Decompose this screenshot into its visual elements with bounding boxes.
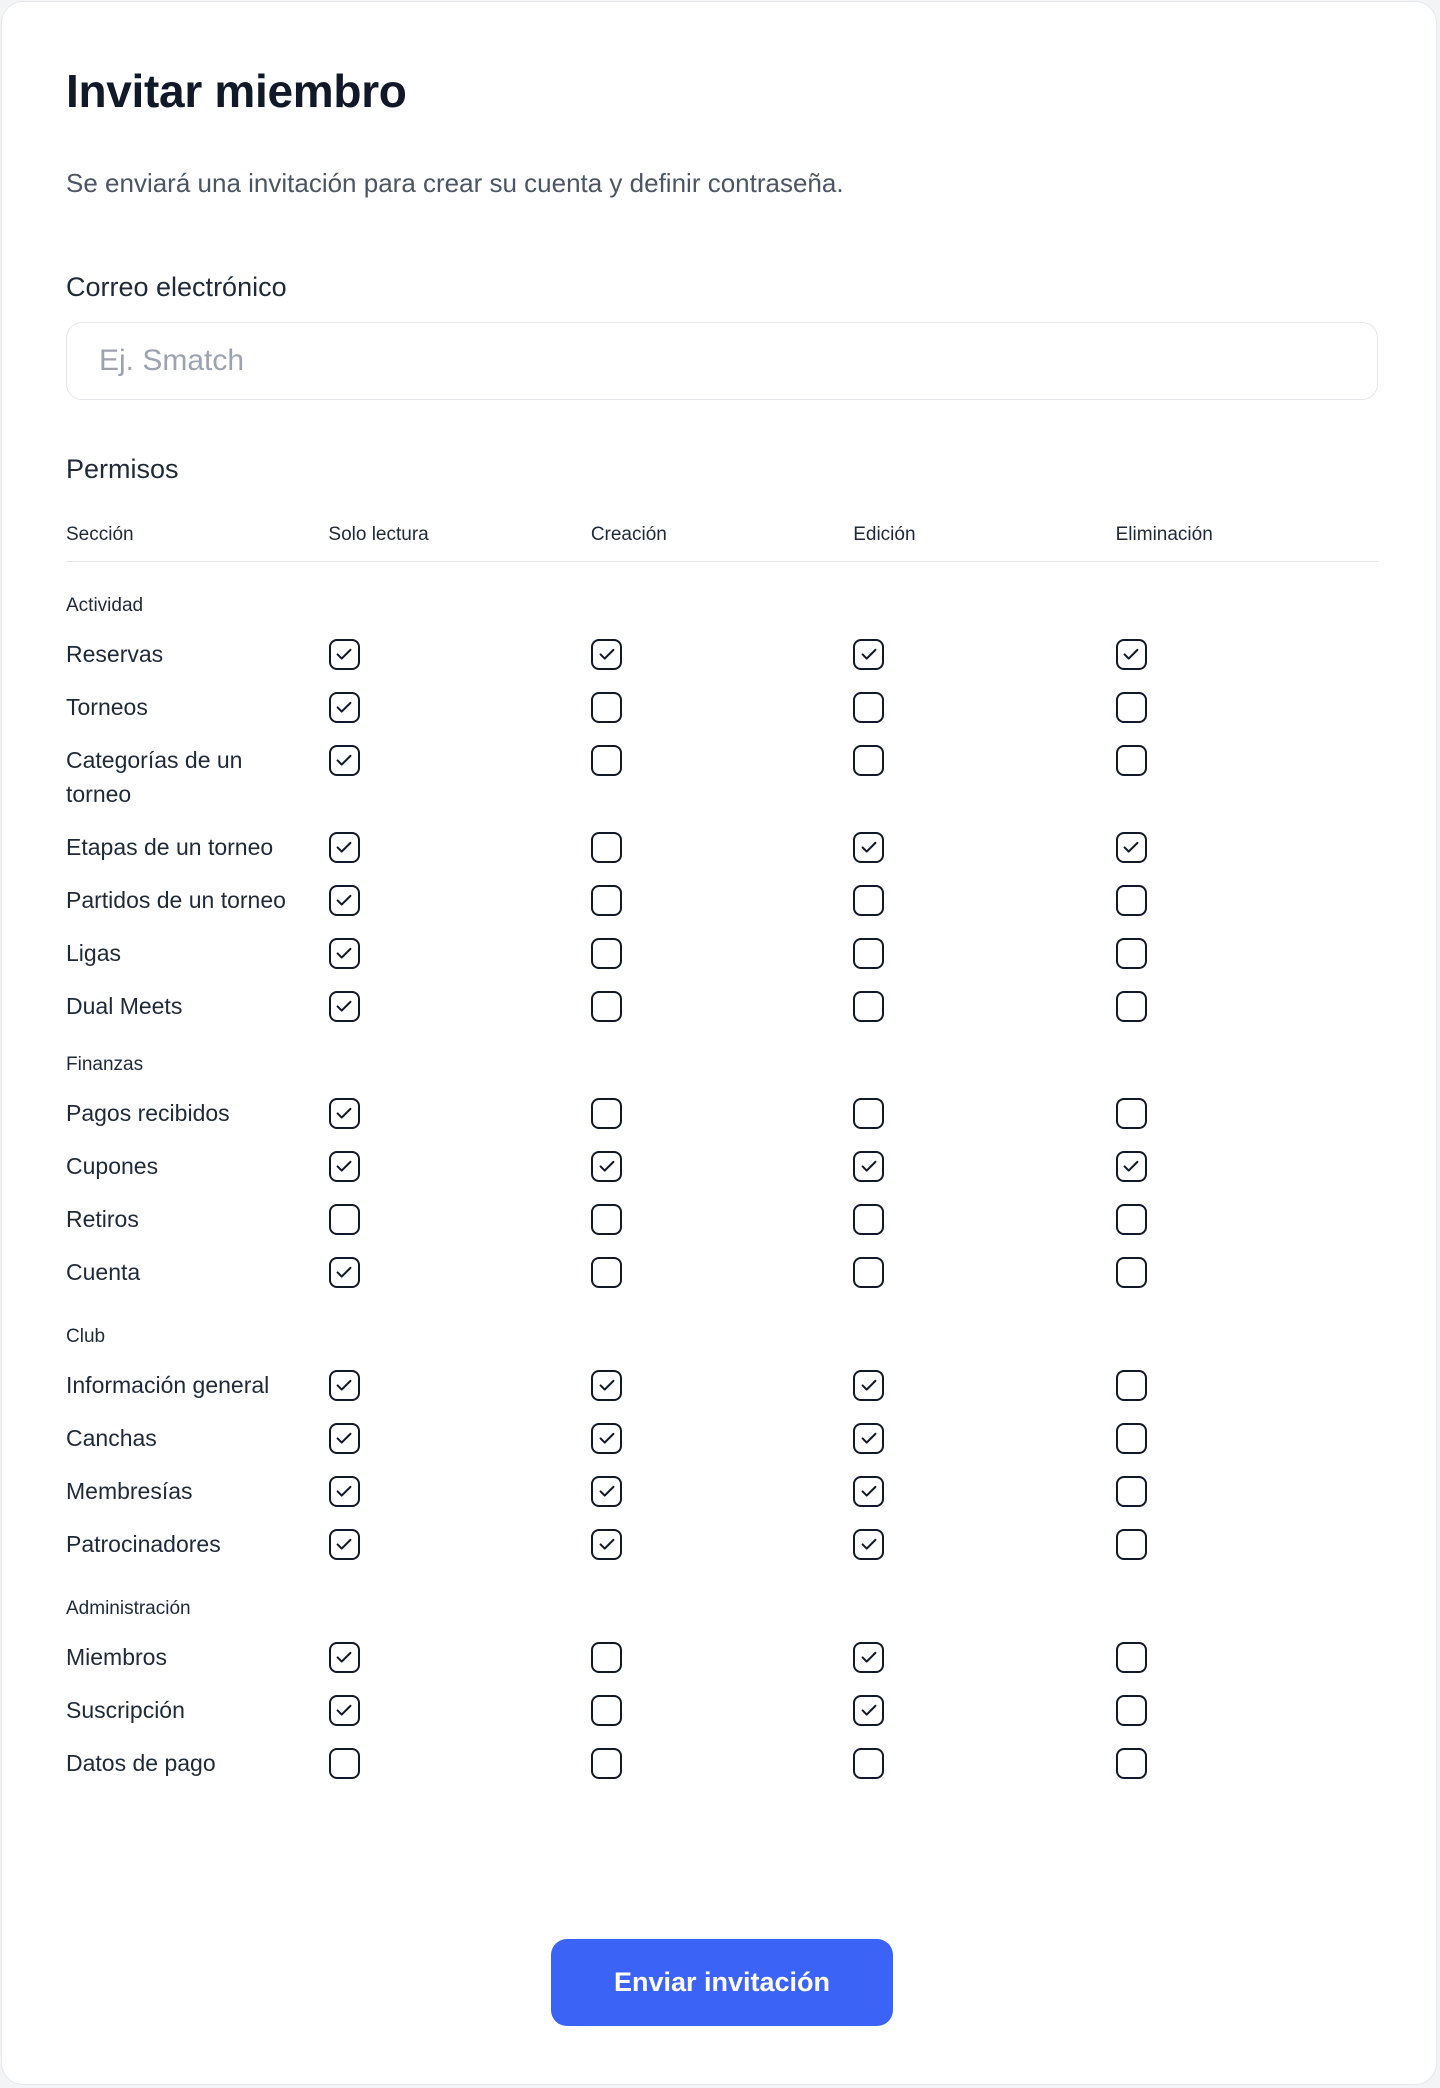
checkmark-icon: [858, 836, 880, 858]
permission-cell-create: [591, 1693, 853, 1727]
checkbox-delete[interactable]: [1116, 1370, 1147, 1401]
permission-cell-read-only: [329, 1527, 591, 1561]
permission-cell-read-only: [329, 1693, 591, 1727]
permission-section-label: Etapas de un torneo: [66, 834, 274, 860]
permission-section-label: Suscripción: [66, 1697, 185, 1723]
checkmark-icon: [1120, 643, 1142, 665]
permission-section-label: Pagos recibidos: [66, 1100, 230, 1126]
checkmark-icon: [858, 1374, 880, 1396]
checkbox-read-only[interactable]: [329, 745, 360, 776]
checkmark-icon: [333, 643, 355, 665]
checkbox-read-only[interactable]: [329, 1151, 360, 1182]
permissions-table-body: [66, 594, 1378, 1780]
checkbox-delete[interactable]: [1116, 745, 1147, 776]
checkbox-delete[interactable]: [1116, 1476, 1147, 1507]
permissions-label: Permisos: [66, 454, 179, 484]
permission-cell-delete: [1116, 690, 1378, 724]
checkbox-delete[interactable]: [1116, 1748, 1147, 1779]
checkbox-read-only[interactable]: [329, 1748, 360, 1779]
permission-cell-read-only: [329, 1474, 591, 1508]
permission-cell-edit: [853, 690, 1115, 724]
dialog-subtitle: Se enviará una invitación para crear su cuenta y definir contraseña.: [66, 168, 844, 198]
checkbox-read-only[interactable]: [329, 1423, 360, 1454]
permission-row: [66, 1746, 1378, 1780]
checkmark-icon: [333, 696, 355, 718]
email-label: Correo electrónico: [66, 272, 287, 302]
checkbox-delete[interactable]: [1116, 1098, 1147, 1129]
permission-row: [66, 1693, 1378, 1727]
checkmark-icon: [333, 1427, 355, 1449]
permission-section-label: Cuenta: [66, 1259, 141, 1285]
checkmark-icon: [596, 1374, 618, 1396]
checkmark-icon: [858, 1427, 880, 1449]
checkmark-icon: [858, 1646, 880, 1668]
permission-section-label: Ligas: [66, 940, 121, 966]
checkbox-read-only[interactable]: [329, 1476, 360, 1507]
permission-cell-create: [591, 1096, 853, 1130]
checkbox-edit[interactable]: [853, 832, 884, 863]
checkbox-read-only[interactable]: [329, 1098, 360, 1129]
checkbox-edit[interactable]: [853, 1151, 884, 1182]
group-label: Administración: [66, 1598, 191, 1619]
checkbox-delete[interactable]: [1116, 1151, 1147, 1182]
permission-cell-read-only: [329, 1368, 591, 1402]
checkbox-delete[interactable]: [1116, 1423, 1147, 1454]
checkmark-icon: [858, 1699, 880, 1721]
permission-cell-edit: [853, 1096, 1115, 1130]
checkbox-edit[interactable]: [853, 1476, 884, 1507]
checkbox-create[interactable]: [591, 832, 622, 863]
checkmark-icon: [333, 749, 355, 771]
permission-cell-read-only: [329, 690, 591, 724]
checkbox-delete[interactable]: [1116, 1257, 1147, 1288]
checkmark-icon: [333, 1374, 355, 1396]
permission-cell-create: [591, 1746, 853, 1780]
checkbox-edit[interactable]: [853, 938, 884, 969]
checkbox-edit[interactable]: [853, 991, 884, 1022]
permission-row: [66, 1474, 1378, 1508]
permission-cell-edit: [853, 743, 1115, 777]
permission-section-label: Información general: [66, 1372, 270, 1398]
permission-cell-delete: [1116, 1746, 1378, 1780]
permission-row: [66, 830, 1378, 864]
permission-cell-delete: [1116, 1368, 1378, 1402]
send-invitation-button[interactable]: Enviar invitación: [551, 1939, 893, 2026]
permission-section-label: Membresías: [66, 1478, 193, 1504]
permission-section-label: Datos de pago: [66, 1750, 216, 1776]
checkmark-icon: [333, 1699, 355, 1721]
checkbox-create[interactable]: [591, 1642, 622, 1673]
permission-cell-edit: [853, 883, 1115, 917]
checkbox-delete[interactable]: [1116, 1529, 1147, 1560]
permission-section-label: Canchas: [66, 1425, 157, 1451]
permission-cell-read-only: [329, 936, 591, 970]
permission-cell-edit: [853, 1255, 1115, 1289]
permission-cell-create: [591, 830, 853, 864]
permission-cell-delete: [1116, 637, 1378, 671]
permission-cell-create: [591, 690, 853, 724]
checkbox-delete[interactable]: [1116, 1642, 1147, 1673]
checkbox-create[interactable]: [591, 991, 622, 1022]
checkbox-read-only[interactable]: [329, 1642, 360, 1673]
checkbox-delete[interactable]: [1116, 991, 1147, 1022]
permission-row: [66, 1255, 1378, 1289]
column-header-section: Sección: [66, 524, 134, 545]
checkmark-icon: [333, 1533, 355, 1555]
permission-cell-delete: [1116, 1149, 1378, 1183]
checkbox-create[interactable]: [591, 1370, 622, 1401]
checkmark-icon: [858, 1155, 880, 1177]
checkmark-icon: [1120, 836, 1142, 858]
permission-cell-create: [591, 1640, 853, 1674]
checkbox-delete[interactable]: [1116, 938, 1147, 969]
permission-section-label: Patrocinadores: [66, 1531, 221, 1557]
checkbox-read-only[interactable]: [329, 991, 360, 1022]
column-header-delete: Eliminación: [1115, 524, 1213, 545]
checkmark-icon: [333, 836, 355, 858]
checkbox-edit[interactable]: [853, 745, 884, 776]
permission-cell-edit: [853, 1746, 1115, 1780]
checkbox-delete[interactable]: [1116, 832, 1147, 863]
permission-row: [66, 637, 1378, 671]
checkbox-create[interactable]: [591, 745, 622, 776]
checkbox-read-only[interactable]: [329, 1204, 360, 1235]
permission-cell-delete: [1116, 989, 1378, 1023]
checkbox-read-only[interactable]: [329, 1257, 360, 1288]
checkmark-icon: [858, 1480, 880, 1502]
checkbox-delete[interactable]: [1116, 1695, 1147, 1726]
column-header-create: Creación: [590, 524, 667, 545]
checkmark-icon: [333, 1155, 355, 1177]
permissions-table: [66, 502, 1378, 1780]
permission-row: [66, 883, 1378, 917]
permission-cell-read-only: [329, 637, 591, 671]
checkbox-edit[interactable]: [853, 1695, 884, 1726]
permission-cell-delete: [1116, 1096, 1378, 1130]
checkmark-icon: [333, 1480, 355, 1502]
checkbox-read-only[interactable]: [329, 1695, 360, 1726]
checkbox-create[interactable]: [591, 1257, 622, 1288]
checkbox-read-only[interactable]: [329, 692, 360, 723]
checkmark-icon: [333, 1261, 355, 1283]
permission-row: [66, 1202, 1378, 1236]
column-header-read-only: Solo lectura: [328, 524, 429, 545]
invite-member-dialog: [1, 1, 1437, 2085]
permission-cell-edit: [853, 1693, 1115, 1727]
permission-cell-edit: [853, 989, 1115, 1023]
permission-row: [66, 743, 1378, 811]
permission-cell-edit: [853, 1421, 1115, 1455]
checkmark-icon: [333, 995, 355, 1017]
permission-cell-read-only: [329, 1202, 591, 1236]
checkbox-edit[interactable]: [853, 639, 884, 670]
checkmark-icon: [333, 1646, 355, 1668]
permission-cell-create: [591, 989, 853, 1023]
permission-cell-delete: [1116, 1474, 1378, 1508]
checkbox-edit[interactable]: [853, 885, 884, 916]
permission-cell-delete: [1116, 883, 1378, 917]
checkbox-read-only[interactable]: [329, 1370, 360, 1401]
permission-cell-create: [591, 1474, 853, 1508]
permission-cell-edit: [853, 1149, 1115, 1183]
permission-cell-edit: [853, 637, 1115, 671]
email-field[interactable]: [67, 323, 1377, 399]
checkmark-icon: [333, 942, 355, 964]
permission-cell-edit: [853, 1527, 1115, 1561]
checkbox-create[interactable]: [591, 1748, 622, 1779]
permission-cell-read-only: [329, 1255, 591, 1289]
permission-cell-read-only: [329, 830, 591, 864]
permission-cell-read-only: [329, 1746, 591, 1780]
permission-section-label: Dual Meets: [66, 993, 183, 1019]
permission-cell-edit: [853, 1368, 1115, 1402]
permissions-table-header: [66, 502, 1378, 562]
permission-row: [66, 1368, 1378, 1402]
permission-cell-create: [591, 637, 853, 671]
checkmark-icon: [596, 1155, 618, 1177]
checkmark-icon: [596, 643, 618, 665]
permission-cell-create: [591, 1527, 853, 1561]
group-label: Club: [66, 1326, 106, 1347]
permission-section-label: Torneos: [66, 694, 148, 720]
permission-cell-read-only: [329, 743, 591, 777]
checkbox-read-only[interactable]: [329, 885, 360, 916]
permission-cell-create: [591, 1202, 853, 1236]
permission-cell-delete: [1116, 1421, 1378, 1455]
column-header-edit: Edición: [853, 524, 916, 545]
checkbox-edit[interactable]: [853, 1529, 884, 1560]
permission-row: [66, 1527, 1378, 1561]
checkbox-edit[interactable]: [853, 1748, 884, 1779]
permission-section-label: Reservas: [66, 641, 164, 667]
permission-cell-read-only: [329, 883, 591, 917]
checkbox-read-only[interactable]: [329, 938, 360, 969]
permission-section-label: Categorías de un torneo: [66, 747, 243, 807]
permission-row: [66, 1096, 1378, 1130]
permission-cell-create: [591, 1255, 853, 1289]
permission-section-label: Retiros: [66, 1206, 139, 1232]
checkbox-create[interactable]: [591, 1695, 622, 1726]
permission-cell-read-only: [329, 1149, 591, 1183]
checkmark-icon: [596, 1480, 618, 1502]
checkbox-edit[interactable]: [853, 1423, 884, 1454]
checkbox-create[interactable]: [591, 1423, 622, 1454]
permission-cell-read-only: [329, 1640, 591, 1674]
permission-cell-create: [591, 883, 853, 917]
checkmark-icon: [333, 1102, 355, 1124]
checkmark-icon: [1120, 1155, 1142, 1177]
checkbox-edit[interactable]: [853, 1370, 884, 1401]
checkbox-delete[interactable]: [1116, 1204, 1147, 1235]
checkbox-edit[interactable]: [853, 1257, 884, 1288]
permission-cell-edit: [853, 1640, 1115, 1674]
group-label: Finanzas: [66, 1054, 144, 1075]
checkbox-create[interactable]: [591, 1476, 622, 1507]
permission-row: [66, 936, 1378, 970]
permission-cell-create: [591, 743, 853, 777]
permission-cell-delete: [1116, 1527, 1378, 1561]
checkbox-delete[interactable]: [1116, 639, 1147, 670]
checkmark-icon: [596, 1427, 618, 1449]
permission-row: [66, 1149, 1378, 1183]
email-field-wrapper: [66, 322, 1378, 400]
checkbox-delete[interactable]: [1116, 885, 1147, 916]
checkbox-create[interactable]: [591, 1098, 622, 1129]
checkbox-create[interactable]: [591, 1151, 622, 1182]
permission-cell-read-only: [329, 1421, 591, 1455]
checkmark-icon: [858, 643, 880, 665]
checkbox-read-only[interactable]: [329, 1529, 360, 1560]
checkmark-icon: [596, 1533, 618, 1555]
checkbox-edit[interactable]: [853, 1204, 884, 1235]
checkbox-create[interactable]: [591, 938, 622, 969]
permission-section-label: Cupones: [66, 1153, 159, 1179]
checkbox-create[interactable]: [591, 692, 622, 723]
checkbox-delete[interactable]: [1116, 692, 1147, 723]
permission-cell-create: [591, 1368, 853, 1402]
dialog-title: Invitar miembro: [66, 65, 407, 117]
permission-cell-delete: [1116, 936, 1378, 970]
permission-cell-create: [591, 936, 853, 970]
permission-cell-delete: [1116, 1640, 1378, 1674]
checkbox-read-only[interactable]: [329, 639, 360, 670]
permission-cell-delete: [1116, 830, 1378, 864]
checkbox-edit[interactable]: [853, 1642, 884, 1673]
group-label: Actividad: [66, 595, 144, 616]
permission-cell-read-only: [329, 1096, 591, 1130]
permission-cell-delete: [1116, 1693, 1378, 1727]
permission-cell-edit: [853, 1202, 1115, 1236]
permission-row: [66, 1640, 1378, 1674]
checkbox-read-only[interactable]: [329, 832, 360, 863]
permission-cell-delete: [1116, 1255, 1378, 1289]
checkmark-icon: [858, 1533, 880, 1555]
permission-cell-delete: [1116, 743, 1378, 777]
permission-cell-edit: [853, 1474, 1115, 1508]
permission-section-label: Miembros: [66, 1644, 167, 1670]
permission-cell-edit: [853, 830, 1115, 864]
checkbox-create[interactable]: [591, 1204, 622, 1235]
permission-cell-edit: [853, 936, 1115, 970]
permission-cell-create: [591, 1149, 853, 1183]
checkbox-edit[interactable]: [853, 1098, 884, 1129]
checkbox-create[interactable]: [591, 639, 622, 670]
permission-row: [66, 989, 1378, 1023]
permission-cell-create: [591, 1421, 853, 1455]
checkbox-create[interactable]: [591, 885, 622, 916]
checkbox-create[interactable]: [591, 1529, 622, 1560]
permission-row: [66, 690, 1378, 724]
checkmark-icon: [333, 889, 355, 911]
permission-row: [66, 1421, 1378, 1455]
permission-section-label: Partidos de un torneo: [66, 887, 286, 913]
checkbox-edit[interactable]: [853, 692, 884, 723]
permission-cell-read-only: [329, 989, 591, 1023]
permission-cell-delete: [1116, 1202, 1378, 1236]
